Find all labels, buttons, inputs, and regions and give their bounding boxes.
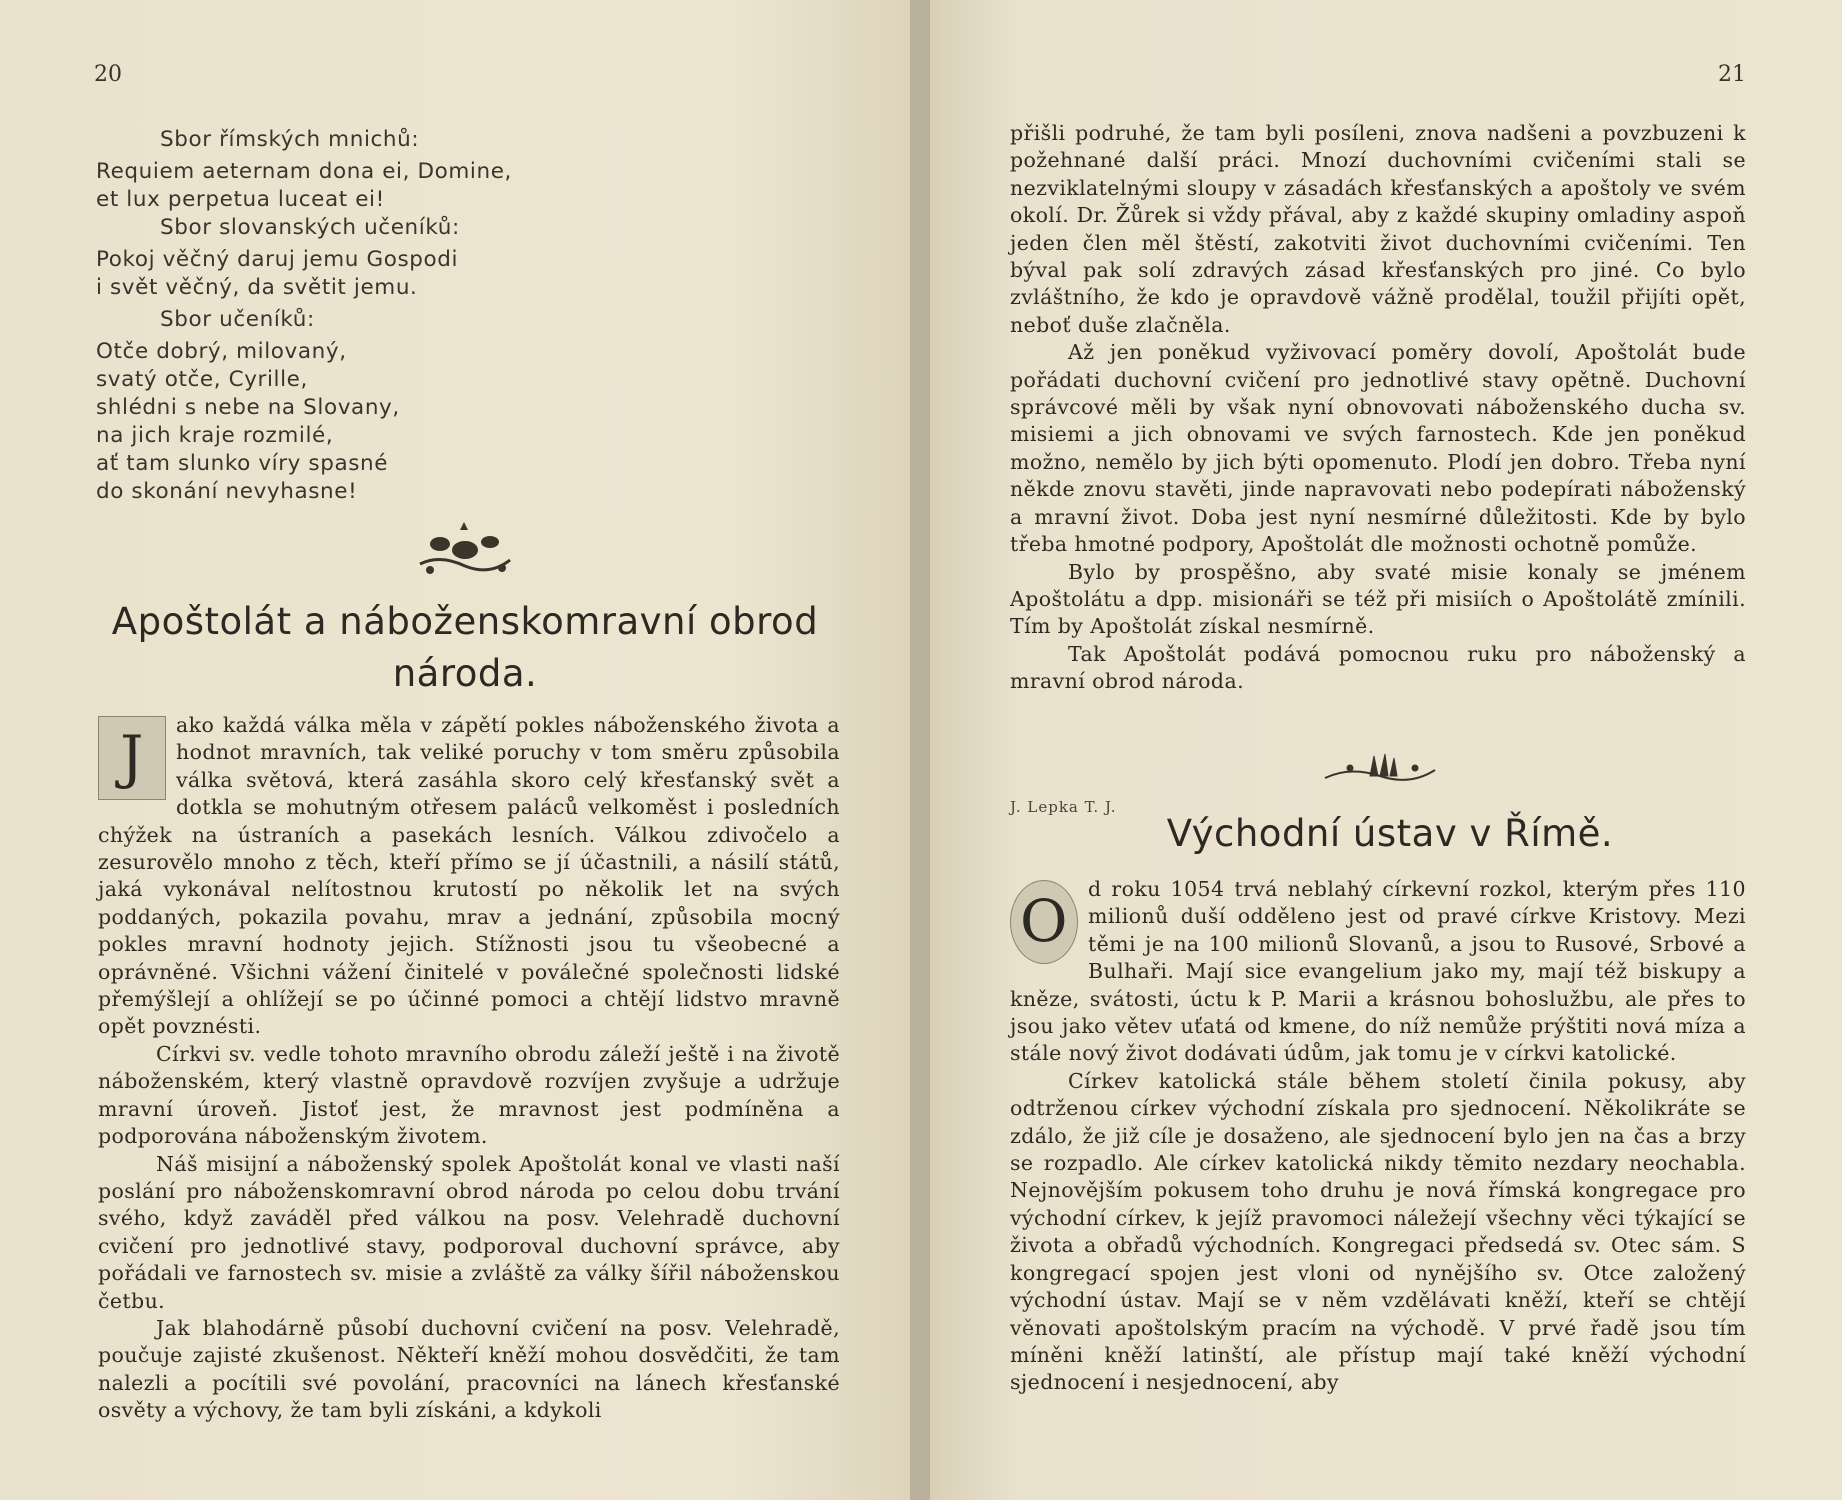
article-title-line: národa. [392,652,538,695]
article-title-line: Apoštolát a náboženskomravní obrod [111,600,819,643]
drop-cap-ornament: J [98,716,166,800]
paragraph: Bylo by prospěšno, aby svaté misie konaly se jménem Apoštolátu a dpp. misionáři se též při misiích o Apoštolátě zmínili. Tím by Apoštolát získal nesmírně. [1010,559,1746,639]
book-gutter [910,0,930,1500]
poem-line: et lux perpetua luceat ei! [96,187,385,212]
paragraph: Náš misijní a náboženský spolek Apoštolát konal ve vlasti naší poslání pro náboženskomravní obrod národa po celou dobu trvání svého, když zaváděl před válkou na posv. Velehradě duchovní cvičení pro jednotlivé stavy, podporoval duchovní správce, aby pořádali ve farnostech sv. misie a zvláště za války šířil náboženskou četbu. [98,1151,840,1313]
floral-ornament-icon [410,520,520,584]
poem-line: do skonání nevyhasne! [96,479,358,504]
poem-line: ať tam slunko víry spasné [96,451,389,476]
paragraph: Až jen poněkud vyživovací poměry dovolí, Apoštolát bude pořádati duchovní cvičení pro jednotlivé stavy opětně. Duchovní správcové měli by však nyní obnovovati náboženského ducha sv. misiemi a jich obnovami ve svých farnostech. Kde jen poněkud možno, nemělo by jich býti opomenuto. Plodí jen dobro. Třeba nyní někde znovu stavěti, jinde napravovati nebo podepírati náboženský a mravní život. Doba jest nyní nesmírné důležitosti. Kde by bylo třeba hmotné podpory, Apoštolát dle možnosti ochotně pomůže. [1010,340,1746,557]
paragraph: Církev katolická stále během století činila pokusy, aby odtrženou církev východní získala pro sjednocení. Několikráte se zdálo, že již cíle je dosaženo, ale sjednocení bylo jen na čas a brzy se rozpadlo. Ale církev katolická nikdy těmito nezdary neochabla. Nejnovějším pokusem toho druhu je nová římská kongregace pro východní církev, k jejíž pravomoci náležejí všechny věci týkající se života a obřadů východních. Kongregaci předsedá sv. Otec sám. S kongregací spojen jest vloni od nynějšího sv. Otce založený východní ústav. Mají se v něm vzdělávati kněží, kteří se chtějí věnovati apoštolským pracím na východě. V prvé řadě jsou tím míněni kněží latinští, ale přístup mají také kněží východní sjednocení i nesjednocení, aby [1010,1068,1746,1395]
floral-ornament-icon [1320,748,1440,788]
poem-chorus-label: Sbor římských mnichů: [160,127,420,152]
article-body-right [1010,120,1746,696]
paragraph: J ako každá válka měla v zápětí pokles náboženského života a hodnot mravních, tak veliké poruchy v tom směru způsobila válka světová, která zasáhla skoro celý křesťanský svět a dotkla se mohutným otřesem paláců velkoměst i posledních chýžek na ústraních a pasekách lesních. Válkou zdivočelo a zesurovělo mnoho z těch, kteří přímo se jí účastnili, a násilí států, jaká vykonával nelítostnou krutostí po několik let na svých poddaných, pokazila povahu, mrav a jednání, způsobila mocný pokles mravní hodnoty jejich. Stížnosti jsou tu všeobecné a oprávněné. Všichni vážení činitelé v poválečné společnosti lidské přemýšlejí a ohlížejí se po účinné pomoci a chtějí lidstvo mravně opět povznésti. [98,713,840,1039]
article-title [100,596,830,700]
article-body-right-2 [1010,876,1746,1397]
paragraph: Tak Apoštolát podává pomocnou ruku pro náboženský a mravní obrod národa. [1010,641,1746,694]
poem-line: na jich kraje rozmilé, [96,423,334,448]
paragraph: Jak blahodárně působí duchovní cvičení na posv. Velehradě, poučuje zajisté zkušenost. Někteří kněží mohou dosvědčiti, že tam nalezli a pocítili své povolání, pracovníci na lánech křesťanské osvěty a výchovy, že tam byli získáni, a kdykoli [98,1315,840,1423]
poem-line: Pokoj věčný daruj jemu Gospodi [96,247,459,272]
poem-line: i svět věčný, da světit jemu. [96,275,418,300]
poem-line: Requiem aeternam dona ei, Domine, [96,159,512,184]
page-number-left: 20 [94,62,122,87]
poem-line: shlédni s nebe na Slovany, [96,395,400,420]
drop-cap-ornament: O [1010,880,1078,964]
article-title: Východní ústav v Římě. [1166,812,1614,855]
paragraph: Církvi sv. vedle tohoto mravního obrodu záleží ještě i na životě náboženském, který vlastně opravdově rozvíjen zvyšuje a udržuje mravní úroveň. Jistoť jest, že mravnost jest podmíněna a podporována náboženským životem. [98,1041,840,1149]
poem-chorus-label: Sbor učeníků: [160,307,315,332]
poem-line: Otče dobrý, milovaný, [96,339,347,364]
page-number-right: 21 [1718,62,1746,87]
poem [96,126,556,506]
poem-chorus-label: Sbor slovanských učeníků: [160,215,460,240]
article-body-left [98,712,840,1425]
paragraph: přišli podruhé, že tam byli posíleni, znova nadšeni a povzbuzeni k požehnané další práci. Mnozí duchovními cvičeními stali se nezviklatelnými sloupy v zásadách křesťanských a apoštoly ve svém okolí. Dr. Žůrek si vždy přával, aby z každé skupiny omladiny aspoň jeden člen měl štěstí, zakotviti život duchovními cvičeními. Ten býval pak solí zdravých zásad křesťanských pro jiné. Co bylo zvláštního, že kdo je opravdově vážně prodělal, toužil přijíti opět, neboť duše zlačněla. [1010,121,1746,337]
article-author: J. Lepka T. J. [1010,798,1117,816]
poem-line: svatý otče, Cyrille, [96,367,308,392]
paragraph: O d roku 1054 trvá neblahý církevní rozkol, kterým přes 110 milionů duší odděleno jest od pravé církve Kristovy. Mezi těmi je na 100 milionů Slovanů, a jsou to Rusové, Srbové a Bulhaři. Mají sice evangelium jako my, mají též biskupy a kněze, svátosti, úctu k P. Marii a krásnou bohoslužbu, ale přes to jsou jako větev uťatá od kmene, do níž nemůže prýštiti nová míza a stále nový život dodávati údům, jak tomu je v církvi katolické. [1010,877,1746,1066]
